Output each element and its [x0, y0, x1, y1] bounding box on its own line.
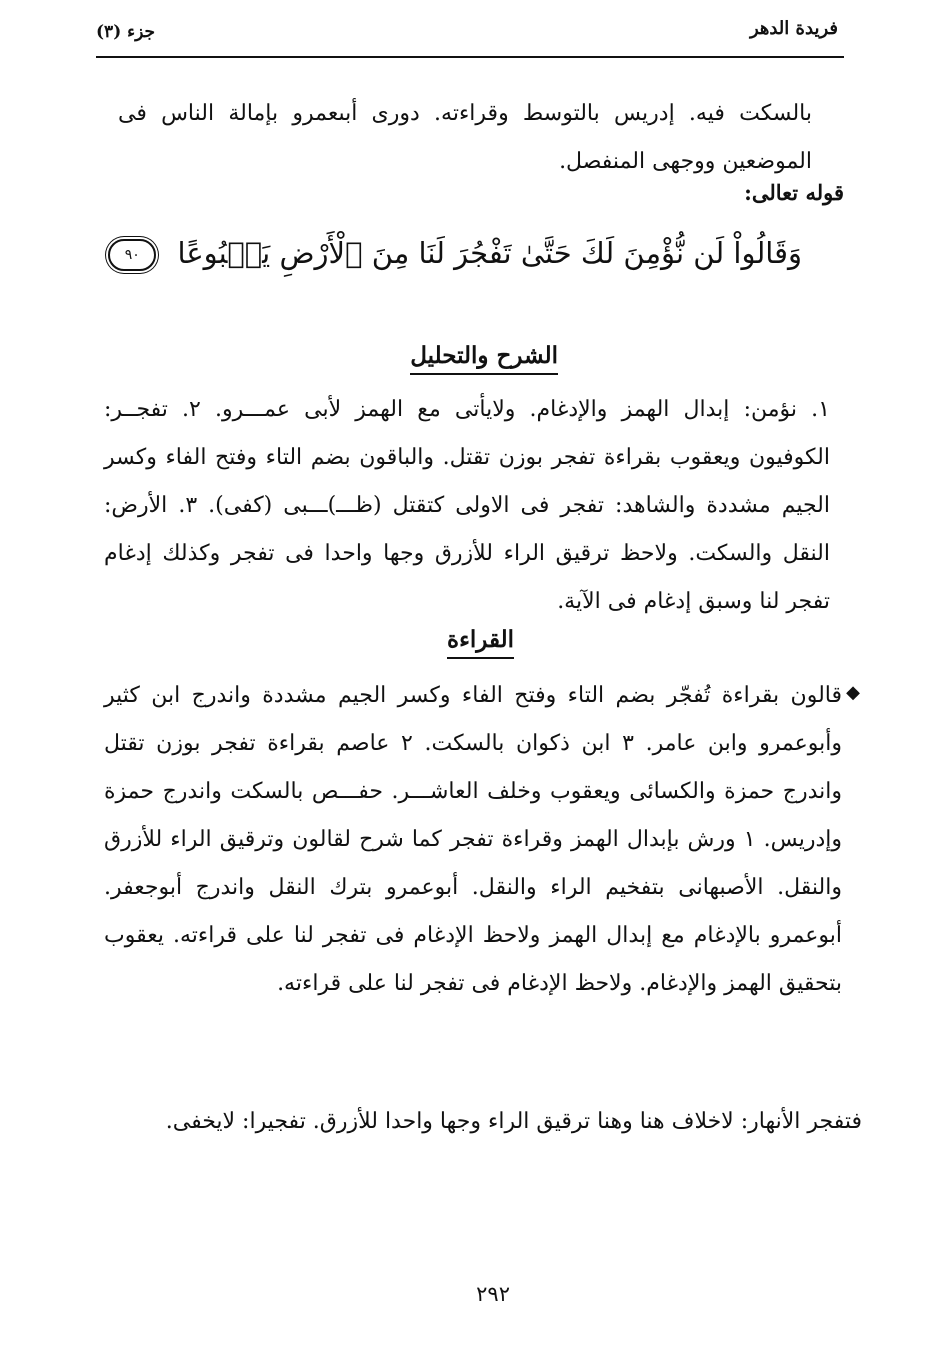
intro-paragraph: بالسكت فيه. إدريس بالتوسط وقراءته. دورى أبىعمرو بإمالة الناس فى الموضعين ووجهى المنفصل.: [118, 101, 812, 174]
page-number: ٢٩٢: [476, 1282, 510, 1306]
header-rule: [96, 56, 844, 58]
part-number: جزء (٣): [96, 22, 156, 42]
verse-text: وَقَالُواْ لَن نُّؤْمِنَ لَكَ حَتَّىٰ تَفْجُرَ لَنَا مِنَ ٱلْأَرْضِ يَنۢبُوعًا: [177, 236, 802, 270]
sharh-paragraph: ١. نؤمن: إبدال الهمز والإدغام. ولايأتى مع الهمز لأبى عمـــرو. ٢. تفجــر: الكوفيون ويعقوب بقراءة تفجر بوزن تقتل. والباقون بضم التاء وفتح الفاء وكسر الجيم مشددة والشاهد: تفجر فى الاولى كتقتل (ظـــ)ـــبى (كفى). ٣. الأرض: النقل والسكت. ولاحظ ترقيق الراء للأزرق وجها واحدا فى تفجر وكذلك إدغام تفجر لنا وسبق إدغام فى الآية.: [104, 397, 830, 614]
verse-number-icon: ٩٠: [108, 239, 156, 271]
qiraa-paragraph: قالون بقراءة تُفجّر بضم التاء وفتح الفاء وكسر الجيم مشددة واندرج ابن كثير وأبوعمرو وابن عامر. ٣ ابن ذكوان بالسكت. ٢ عاصم بقراءة تفجر بوزن تقتل واندرج حمزة والكسائى ويعقوب وخلف العاشـــر. حفـــص بالسكت واندرج حمزة وإدريس. ١ ورش بإبدال الهمز وقراءة تفجر كما شرح لقالون وترقيق الراء للأزرق والنقل. الأصبهانى بتفخيم الراء والنقل. أبوعمرو بترك النقل واندرج أبوجعفر. أبوعمرو بالإدغام مع إبدال الهمز ولاحظ الإدغام فى تفجر لنا على قراءته. يعقوب بتحقيق الهمز والإدغام. ولاحظ الإدغام فى تفجر لنا على قراءته.: [104, 683, 842, 996]
quran-verse: [108, 236, 802, 271]
sharh-heading: الشرح والتحليل: [410, 342, 558, 375]
diamond-bullet-icon: ◆: [846, 682, 860, 703]
book-title: فريدة الدهر: [749, 18, 838, 39]
qiraa-heading: القراءة: [447, 626, 514, 659]
closing-paragraph: فتفجر الأنهار: لاخلاف هنا وهنا ترقيق الراء وجها واحدا للأزرق. تفجيرا: لايخفى.: [165, 1109, 862, 1134]
qawluh-label: قوله تعالى:: [744, 180, 844, 205]
